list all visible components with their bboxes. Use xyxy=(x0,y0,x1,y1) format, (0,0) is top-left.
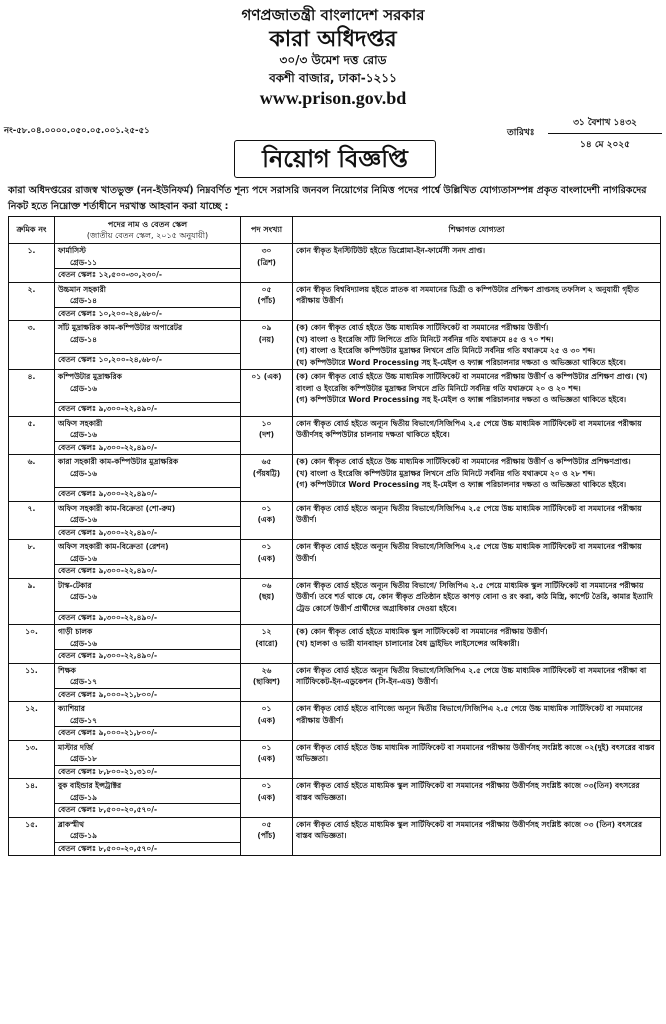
notice-title: নিয়োগ বিজ্ঞপ্তি xyxy=(234,140,436,178)
post-pay-scale: বেতন স্কেলঃ ১০,২০০-২৪,৬৮০/- xyxy=(55,307,240,320)
post-grade: গ্রেড-১৪ xyxy=(70,334,98,344)
post-name: উচ্চমান সহকারী xyxy=(58,284,106,294)
post-spacer xyxy=(58,479,237,487)
row-qualification xyxy=(293,416,661,455)
post-pay-scale: বেতন স্কেলঃ ৮,৫০০-২০,৫৭০/- xyxy=(55,803,240,816)
row-count xyxy=(241,540,293,579)
qualification-item: (গ) কম্পিউটারে Word Processing সহ ই-মেইল ও ফ্যাক্স পরিচালনার দক্ষতা ও অভিজ্ঞতা থাকিতে হইবে। xyxy=(296,395,627,404)
row-serial: ৪. xyxy=(9,370,55,417)
memo-number: নং-৫৮.০৪.০০০০.০৫০.০৫.০০১.২৫-৫১ xyxy=(4,126,150,136)
qualification-item: কোন স্বীকৃত ইনস্টিটিউট হইতে ডিপ্লোমা-ইন-ফার্মেসী সনদ প্রাপ্ত। xyxy=(296,246,486,255)
row-count xyxy=(241,501,293,540)
qualification-item: (গ) কম্পিউটারে Word Processing সহ ই-মেইল ও ফ্যাক্স পরিচালনার দক্ষতা ও অভিজ্ঞতা থাকিতে হইবে। xyxy=(296,480,627,489)
table-row xyxy=(9,779,661,818)
post-name: কম্পিউটার মুদ্রাক্ষরিক xyxy=(58,372,122,381)
post-name: বুক বাইন্ডার ইন্সট্রাক্টর xyxy=(58,781,122,790)
post-count-words: (এক) xyxy=(257,553,276,563)
row-post xyxy=(55,817,241,856)
qualification-item: কোন স্বীকৃত বোর্ড হইতে মাধ্যমিক স্কুল সার্টিফিকেট বা সমমানের পরীক্ষায় উত্তীর্ণসহ সংশ্লিষ্ট কাজে ০৩ (তিন) বৎসরের বাস্তব অভিজ্ঞতা। xyxy=(296,819,643,840)
row-qualification xyxy=(293,282,661,321)
header-post xyxy=(55,217,241,244)
qualification-item: (গ) বাংলা ও ইংরেজি কম্পিউটার মুদ্রাক্ষর লিখনে প্রতি মিনিটে সর্বনিম্ন গতি যথাক্রমে ২৫ ও ৩০ শব্দ। xyxy=(296,346,596,355)
row-qualification xyxy=(293,455,661,502)
row-serial: ১২. xyxy=(9,702,55,741)
post-grade: গ্রেড-১৬ xyxy=(70,515,98,524)
address-line-2: বকশী বাজার, ঢাকা-১২১১ xyxy=(269,71,397,85)
row-qualification xyxy=(293,625,661,664)
row-post xyxy=(55,540,241,579)
qualification-item: কোন স্বীকৃত বোর্ড হইতে অন্যূন দ্বিতীয় বিভাগে/সিজিপিএ ২.৫ পেয়ে উচ্চ মাধ্যমিক সার্টিফিকেট বা সমমানের পরীক্ষা বা সার্টিফিকেট-ইন-এডুকেশন (সি-ইন-এড) উত্তীর্ণ। xyxy=(296,665,647,686)
row-post xyxy=(55,501,241,540)
table-row xyxy=(9,702,661,741)
post-pay-scale: বেতন স্কেলঃ ৯,৩০০-২২,৪৯০/- xyxy=(55,611,240,624)
row-post xyxy=(55,578,241,625)
row-count xyxy=(241,370,293,417)
post-grade: গ্রেড-১৭ xyxy=(70,715,98,725)
row-post xyxy=(55,370,241,417)
qualification-item: (ঘ) কম্পিউটারে Word Processing সহ ই-মেইল ও ফ্যাক্স পরিচালনার দক্ষতা ও অভিজ্ঞতা থাকিতে হইবে। xyxy=(296,357,626,367)
row-count xyxy=(241,817,293,856)
row-serial: ১৩. xyxy=(9,740,55,779)
post-count: ০৯ xyxy=(261,323,272,332)
table-row xyxy=(9,663,661,702)
post-spacer xyxy=(58,394,237,402)
row-serial: ১৪. xyxy=(9,779,55,818)
post-grade: গ্রেড-১৬ xyxy=(70,592,98,601)
post-grade: গ্রেড-১৭ xyxy=(70,677,98,686)
post-grade: গ্রেড-১৬ xyxy=(70,383,98,393)
row-post xyxy=(55,244,241,283)
row-post xyxy=(55,740,241,779)
post-spacer xyxy=(58,603,237,611)
row-post xyxy=(55,779,241,818)
post-name: গাড়ী চালক xyxy=(58,627,93,636)
qualification-item: কোন স্বীকৃত বোর্ড হইতে বাণিজ্যে অন্যূন দ্বিতীয় বিভাগে/সিজিপিএ ২.৫ পেয়ে উচ্চ মাধ্যমিক সার্টিফিকেট বা সমমানের পরীক্ষায় উত্তীর্ণ। xyxy=(296,704,643,725)
table-row xyxy=(9,321,661,370)
post-count: ১২ xyxy=(261,627,272,636)
row-qualification xyxy=(293,370,661,417)
post-count: ৬৫ xyxy=(261,457,272,466)
row-serial: ১১. xyxy=(9,663,55,702)
post-grade: গ্রেড-১৯ xyxy=(70,831,98,840)
post-count: ৩০ xyxy=(261,246,272,255)
row-qualification xyxy=(293,321,661,370)
post-name: ক্যাশিয়ার xyxy=(58,704,85,713)
row-serial: ৩. xyxy=(9,321,55,370)
post-pay-scale: বেতন স্কেলঃ ৯,৩০০-২২,৪৯০/- xyxy=(55,564,240,577)
post-pay-scale: বেতন স্কেলঃ ৮,৫০০-২০,৫৭০/- xyxy=(55,842,240,855)
header-serial: ক্রমিক নং xyxy=(9,217,55,244)
table-row xyxy=(9,282,661,321)
post-name: অফিস সহকারী কাম-বিক্রেতা (শো-রুম) xyxy=(58,503,176,513)
row-count xyxy=(241,282,293,321)
table-header-row xyxy=(9,217,661,244)
row-serial: ১৫. xyxy=(9,817,55,856)
qualification-item: কোন স্বীকৃত বোর্ড হইতে অন্যূন দ্বিতীয় বিভাগে/সিজিপিএ ২.৫ পেয়ে উচ্চ মাধ্যমিক সার্টিফিকেট বা সমমানের পরীক্ষায় উত্তীর্ণসহ কম্পিউটার চালনায় দক্ষতা থাকিতে হইবে। xyxy=(296,418,642,439)
post-pay-scale: বেতন স্কেলঃ ৯,০০০-২১,৮০০/- xyxy=(55,688,240,701)
table-row xyxy=(9,578,661,625)
post-name: শিক্ষক xyxy=(58,665,76,675)
post-count: ০১ xyxy=(261,503,272,513)
row-qualification xyxy=(293,663,661,702)
row-post xyxy=(55,416,241,455)
post-count: ০১ xyxy=(261,742,272,752)
post-count: ০১ (এক) xyxy=(251,372,282,381)
post-name: টাস্ক-টেকার xyxy=(58,580,92,590)
row-post xyxy=(55,625,241,664)
post-count-words: (এক) xyxy=(257,754,276,763)
row-post xyxy=(55,321,241,370)
post-count: ০৫ xyxy=(261,284,272,294)
row-qualification xyxy=(293,740,661,779)
post-count-words: (নয়) xyxy=(258,334,275,344)
post-name: সাঁট মুদ্রাক্ষরিক কাম-কম্পিউটার অপারেটর xyxy=(58,323,183,332)
post-count-words: (পাঁচ) xyxy=(257,831,276,840)
row-serial: ২. xyxy=(9,282,55,321)
row-count xyxy=(241,663,293,702)
header-count: পদ সংখ্যা xyxy=(241,217,293,244)
table-row xyxy=(9,740,661,779)
row-qualification xyxy=(293,578,661,625)
post-pay-scale: বেতন স্কেলঃ ৯,৩০০-২২,৪৯০/- xyxy=(55,526,240,539)
qualification-item: কোন স্বীকৃত বোর্ড হইতে অন্যূন দ্বিতীয় বিভাগে/সিজিপিএ ২.৫ পেয়ে উচ্চ মাধ্যমিক সার্টিফিকেট বা সমমানের পরীক্ষায় উত্তীর্ণ। xyxy=(296,503,642,524)
post-count-words: (এক) xyxy=(257,792,276,802)
row-count xyxy=(241,740,293,779)
row-count xyxy=(241,321,293,370)
post-pay-scale: বেতন স্কেলঃ ৯,৩০০-২২,৪৯০/- xyxy=(55,649,240,662)
qualification-item: কোন স্বীকৃত বিশ্ববিদ্যালয় হইতে স্নাতক বা সমমানের ডিগ্রী ও কম্পিউটার প্রশিক্ষণ প্রাপ্তসহ তফসিল ২ অনুযায়ী গৃহীত পরীক্ষায় উত্তীর্ণ। xyxy=(296,284,639,305)
row-count xyxy=(241,455,293,502)
post-count-words: (পাঁচ) xyxy=(257,296,276,305)
post-grade: গ্রেড-১৯ xyxy=(70,792,98,802)
table-row xyxy=(9,540,661,579)
post-count-words: (এক) xyxy=(257,515,276,524)
row-post xyxy=(55,663,241,702)
post-count-words: (দশ) xyxy=(258,430,275,439)
row-count xyxy=(241,578,293,625)
table-row xyxy=(9,370,661,417)
post-count: ০১ xyxy=(261,781,272,790)
row-count xyxy=(241,244,293,283)
row-post xyxy=(55,455,241,502)
qualification-item: (ক) কোন স্বীকৃত বোর্ড হইতে উচ্চ মাধ্যমিক সার্টিফিকেট বা সমমানের পরীক্ষায় উত্তীর্ণ। xyxy=(296,323,549,332)
post-count-words: (এক) xyxy=(257,715,276,725)
post-count: ০১ xyxy=(261,704,272,713)
row-count xyxy=(241,702,293,741)
row-serial: ১০. xyxy=(9,625,55,664)
post-name: ব্লাকস্মীথ xyxy=(58,819,84,829)
post-pay-scale: বেতন স্কেলঃ ৯,৩০০-২২,৪৯০/- xyxy=(55,441,240,454)
post-pay-scale: বেতন স্কেলঃ ১২,৫০০-৩০,২৩০/- xyxy=(55,268,240,281)
post-name: অফিস সহকারী xyxy=(58,418,103,428)
qualification-item: কোন স্বীকৃত বোর্ড হইতে অন্যূন দ্বিতীয় বিভাগে/ সিজিপিএ ২.৫ পেয়ে মাধ্যমিক স্কুল সার্টিফিকেট বা সমমানের পরীক্ষায় উত্তীর্ণ। তবে শর্ত থাকে যে, কোন স্বীকৃত প্রতিষ্ঠান হইতে কাপড় বোনা ও রং করা, কাঠ মিস্ত্রি, কার্পেট তৈরি, কামার ইত্যাদি ট্রেড কোর্সে উত্তীর্ণ প্রার্থীদের অগ্রাধিকার দেওয়া হইবে। xyxy=(296,580,653,613)
row-serial: ১. xyxy=(9,244,55,283)
qualification-item: (খ) বাংলা ও ইংরেজি সাঁট লিপিতে প্রতি মিনিটে সর্বনিম্ন গতি যথাক্রমে ৪৫ ও ৭০ শব্দ। xyxy=(296,334,554,344)
header-post-label: পদের নাম ও বেতন স্কেল xyxy=(107,219,188,229)
row-serial: ৮. xyxy=(9,540,55,579)
table-row xyxy=(9,501,661,540)
post-grade: গ্রেড-১৬ xyxy=(70,638,98,648)
row-serial: ৭. xyxy=(9,501,55,540)
header-post-sub: (জাতীয় বেতন স্কেল, ২০১৫ অনুযায়ী) xyxy=(86,231,209,240)
post-name: কারা সহকারী কাম-কম্পিউটার মুদ্রাক্ষরিক xyxy=(58,457,179,466)
row-serial: ৬. xyxy=(9,455,55,502)
row-count xyxy=(241,625,293,664)
qualification-item: কোন স্বীকৃত বোর্ড হইতে অন্যূন দ্বিতীয় বিভাগে/সিজিপিএ ২.৫ পেয়ে উচ্চ মাধ্যমিক সার্টিফিকেট বা সমমানের পরীক্ষায় উত্তীর্ণ। xyxy=(296,542,642,563)
table-row xyxy=(9,625,661,664)
row-qualification xyxy=(293,540,661,579)
table-row xyxy=(9,244,661,283)
website-link[interactable]: www.prison.gov.bd xyxy=(259,88,407,108)
date-box xyxy=(548,113,662,155)
post-count: ০৫ xyxy=(261,819,272,829)
header-qualification: শিক্ষাগত যোগ্যতা xyxy=(293,217,661,244)
post-grade: গ্রেড-১১ xyxy=(70,257,98,267)
row-qualification xyxy=(293,702,661,741)
post-pay-scale: বেতন স্কেলঃ ৯,০০০-২১,৮০০/- xyxy=(55,726,240,739)
qualification-item: (খ) বাংলা ও ইংরেজি কম্পিউটার মুদ্রাক্ষর লিখনে প্রতি মিনিটে সর্বনিম্ন গতি যথাক্রমে ২০ ও ২৮ শব্দ। xyxy=(296,468,596,478)
post-count: ০১ xyxy=(261,542,272,551)
qualification-item: (ক) কোন স্বীকৃত বোর্ড হইতে উচ্চ মাধ্যমিক সার্টিফিকেট বা সমমানের পরীক্ষায় উত্তীর্ণ ও কম্পিউটার প্রশিক্ষণ প্রাপ্ত। (খ) বাংলা ও ইংরেজি কম্পিউটার মুদ্রাক্ষর লিখনে প্রতি মিনিটে সর্বনিম্ন গতি যথাক্রমে ২০ ও ২০ শব্দ। xyxy=(296,372,648,393)
row-qualification xyxy=(293,501,661,540)
date-label: তারিখঃ xyxy=(507,128,535,138)
department-name: কারা অধিদপ্তর xyxy=(269,27,397,52)
post-grade: গ্রেড-১৮ xyxy=(70,754,98,763)
qualification-item: কোন স্বীকৃত বোর্ড হইতে উচ্চ মাধ্যমিক সার্টিফিকেট বা সমমানের পরীক্ষায় উত্তীর্ণসহ সংশ্লিষ্ট কাজে ০২(দুই) বৎসরের বাস্তব অভিজ্ঞতা। xyxy=(296,742,655,763)
post-grade: গ্রেড-১৬ xyxy=(70,553,98,563)
qualification-item: (খ) হালকা ও ভারী যানবাহন চালানোর বৈধ ড্রাইভিং লাইসেন্সের অধিকারী। xyxy=(296,638,520,648)
row-serial: ৯. xyxy=(9,578,55,625)
post-grade: গ্রেড-১৬ xyxy=(70,468,98,478)
qualification-item: (ক) কোন স্বীকৃত বোর্ড হইতে মাধ্যমিক স্কুল সার্টিফিকেট বা সমমানের পরীক্ষায় উত্তীর্ণ। xyxy=(296,627,548,636)
post-count: ১০ xyxy=(261,418,272,428)
government-name: গণপ্রজাতন্ত্রী বাংলাদেশ সরকার xyxy=(241,6,425,24)
post-count: ২৬ xyxy=(261,665,272,675)
post-name: অফিস সহকারী কাম-বিক্রেতা (রেশন) xyxy=(58,542,169,551)
row-count xyxy=(241,416,293,455)
post-spacer xyxy=(58,345,237,353)
table-row xyxy=(9,817,661,856)
date-bangla: ৩১ বৈশাখ ১৪৩২ xyxy=(548,113,662,134)
date-gregorian: ১৪ মে ২০২৫ xyxy=(580,140,630,150)
post-count-words: (ত্রিশ) xyxy=(257,257,276,267)
post-pay-scale: বেতন স্কেলঃ ৯,৩০০-২২,৪৯০/- xyxy=(55,402,240,415)
row-post xyxy=(55,702,241,741)
row-qualification xyxy=(293,244,661,283)
post-pay-scale: বেতন স্কেলঃ ১০,২০০-২৪,৬৮০/- xyxy=(55,353,240,366)
post-count-words: (ছয়) xyxy=(258,592,275,601)
intro-paragraph: কারা অধিদপ্তরের রাজস্ব খাতভুক্ত (নন-ইউনিফর্ম) নিম্নবর্ণিত শূন্য পদে সরাসরি জনবল নিয়োগের নিমিত্ত পদের পার্শ্বে উল্লিখিত যোগ্যতাসম্পন্ন প্রকৃত বাংলাদেশী নাগরিকদের নিকট হতে নিম্নোক্ত শর্তাধীনে দরখাস্ত আহবান করা যাচ্ছে : xyxy=(8,185,647,212)
row-qualification xyxy=(293,779,661,818)
table-row xyxy=(9,455,661,502)
post-grade: গ্রেড-১৬ xyxy=(70,430,98,439)
row-post xyxy=(55,282,241,321)
post-name: মাস্টার দর্জি xyxy=(58,742,93,752)
row-count xyxy=(241,779,293,818)
post-count-words: (ছাব্বিশ) xyxy=(252,677,281,686)
row-qualification xyxy=(293,817,661,856)
post-count: ০৬ xyxy=(261,580,272,590)
post-pay-scale: বেতন স্কেলঃ ৮,৮০০-২১,৩১০/- xyxy=(55,765,240,778)
table-row xyxy=(9,416,661,455)
post-grade: গ্রেড-১৪ xyxy=(70,296,98,305)
vacancy-table xyxy=(8,216,661,856)
qualification-item: (ক) কোন স্বীকৃত বোর্ড হইতে উচ্চ মাধ্যমিক সার্টিফিকেট বা সমমানের পরীক্ষায় উত্তীর্ণ ও কম্পিউটার প্রশিক্ষণপ্রাপ্ত। xyxy=(296,457,631,466)
post-name: ফার্মাসিস্ট xyxy=(58,246,86,255)
post-count-words: (পঁয়ষট্টি) xyxy=(252,468,281,478)
address-line-1: ৩০/৩ উমেশ দত্ত রোড xyxy=(279,53,387,67)
row-serial: ৫. xyxy=(9,416,55,455)
post-pay-scale: বেতন স্কেলঃ ৯,৩০০-২২,৪৯০/- xyxy=(55,487,240,500)
post-count-words: (বারো) xyxy=(255,638,278,648)
qualification-item: কোন স্বীকৃত বোর্ড হইতে মাধ্যমিক স্কুল সার্টিফিকেট বা সমমানের পরীক্ষায় উত্তীর্ণসহ সংশ্লিষ্ট কাজে ০৩(তিন) বৎসরের বাস্তব অভিজ্ঞতা। xyxy=(296,781,640,802)
